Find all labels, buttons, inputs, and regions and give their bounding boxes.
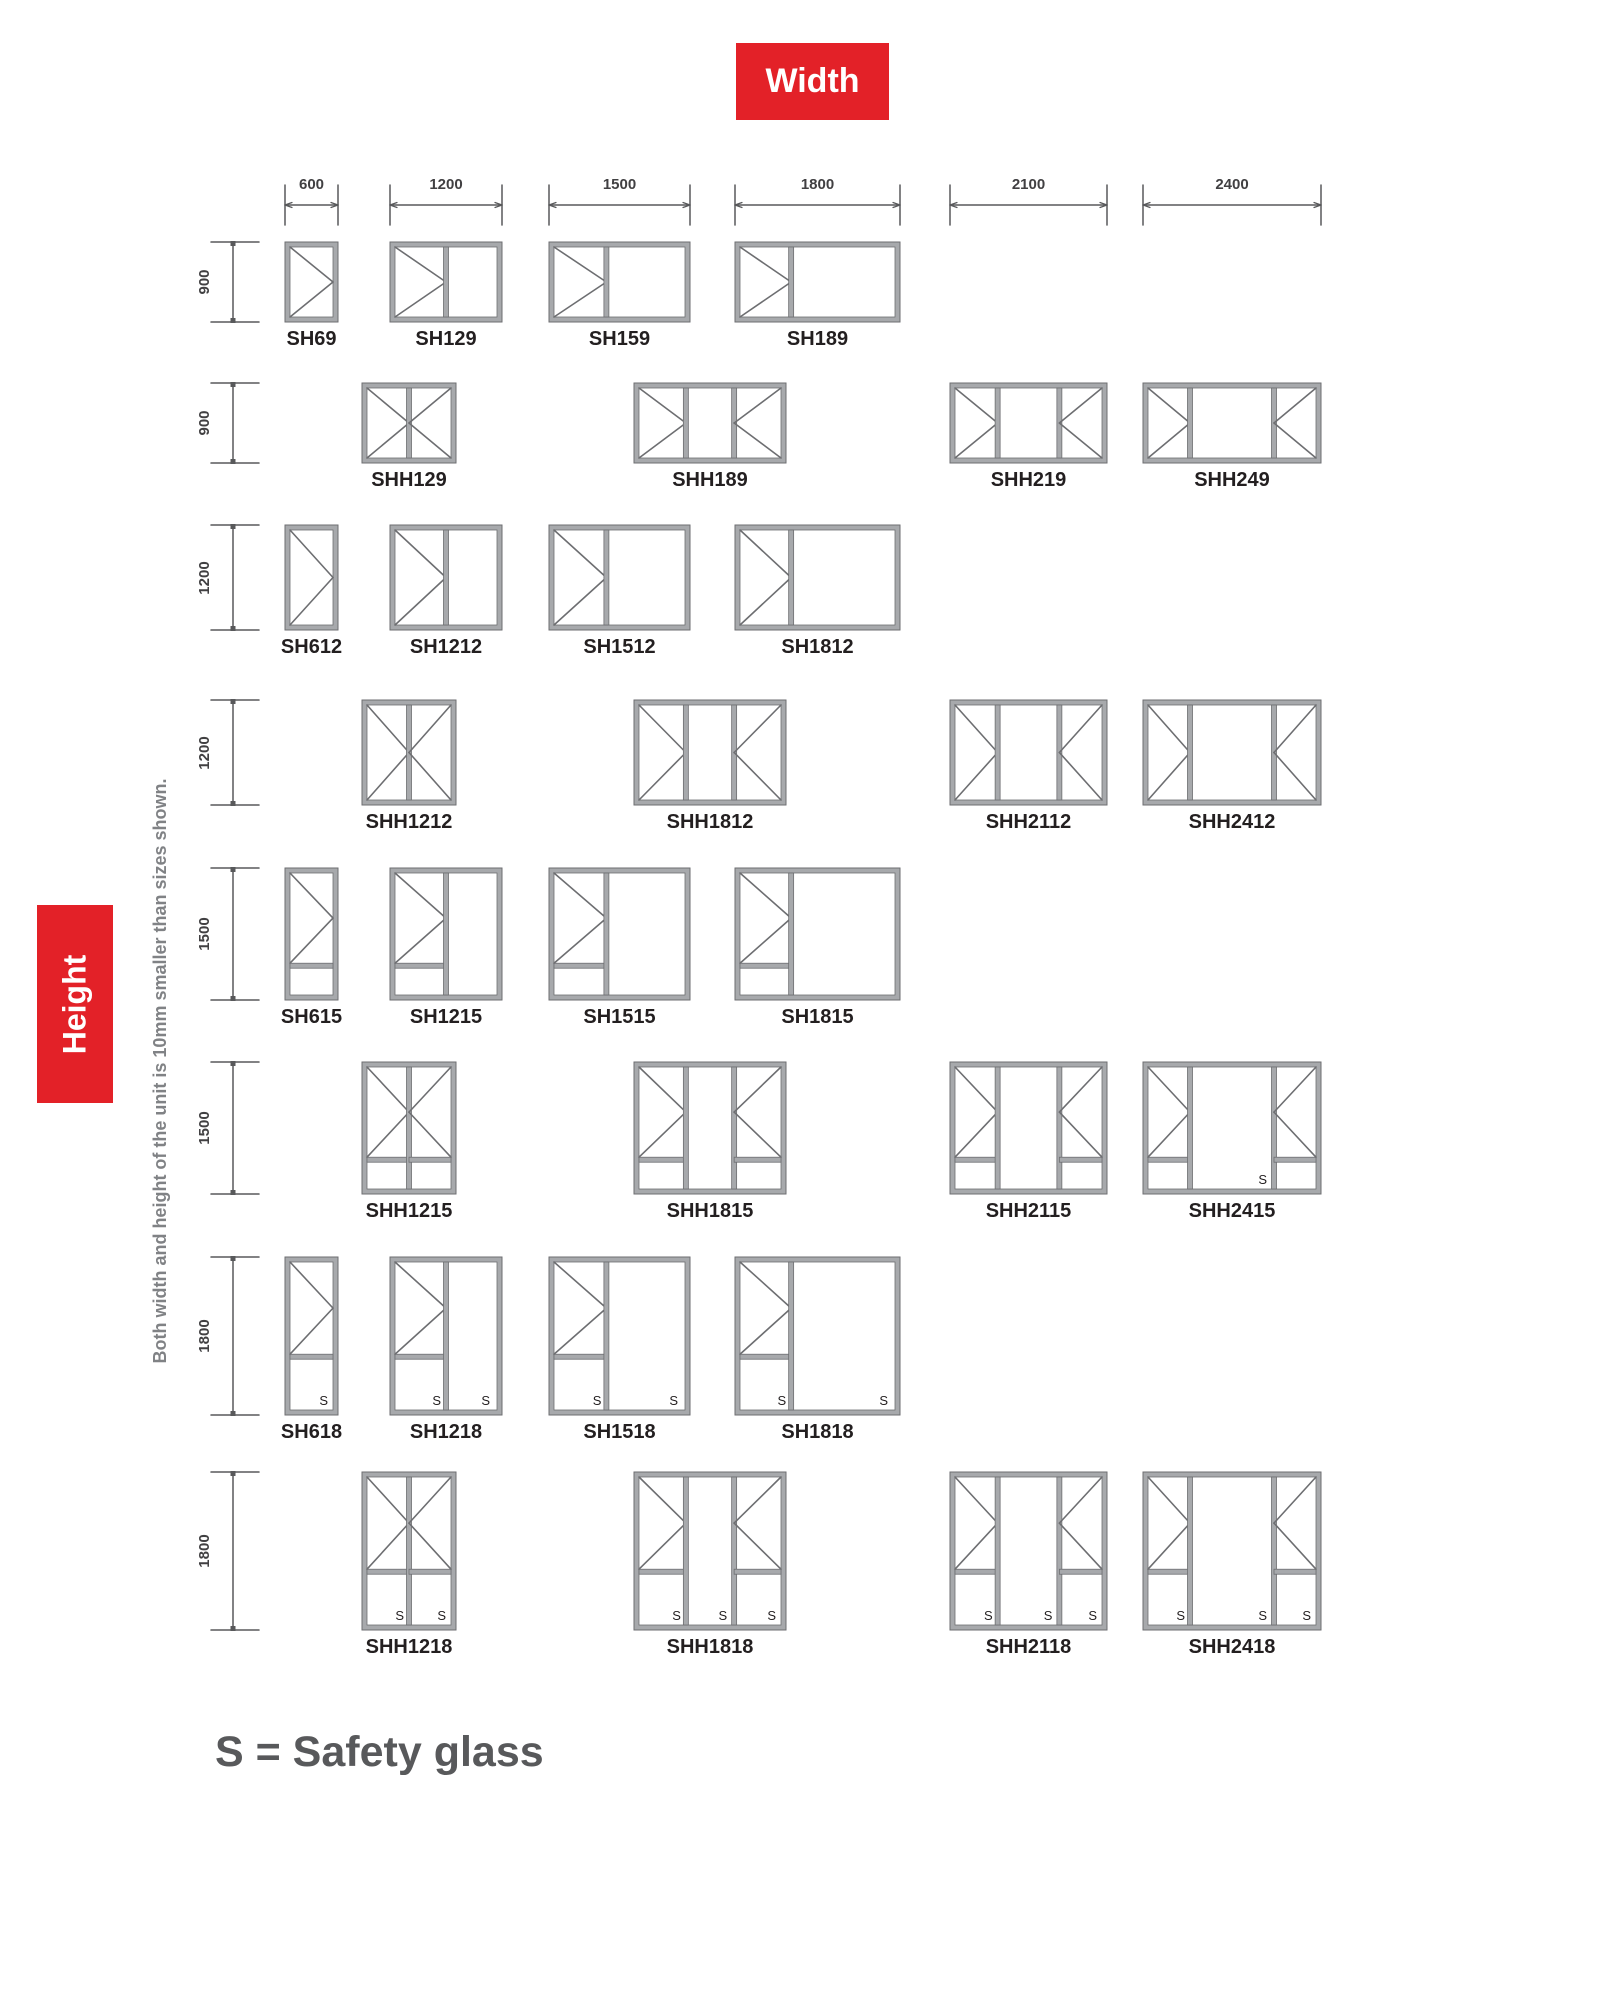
- safety-glass-marker: S: [669, 1393, 678, 1408]
- safety-glass-marker: S: [672, 1608, 681, 1623]
- safety-glass-marker: S: [1043, 1608, 1053, 1623]
- window-label-SHH2418: SHH2418: [1188, 1636, 1276, 1658]
- window-drawing-SH1818: [735, 1257, 900, 1415]
- width-dimension-label-2100: 2100: [1011, 176, 1046, 193]
- height-dimension-label-1500: 1500: [196, 1111, 213, 1145]
- safety-glass-marker: S: [879, 1393, 888, 1408]
- window-label-SH1212: SH1212: [409, 636, 483, 658]
- safety-glass-marker: S: [1258, 1172, 1267, 1187]
- safety-glass-marker: S: [481, 1393, 490, 1408]
- height-dimension-label-1200: 1200: [196, 735, 213, 770]
- window-drawing-SHH219: [950, 383, 1107, 463]
- window-label-SHH1812: SHH1812: [666, 811, 754, 833]
- window-label-SHH2112: SHH2112: [985, 811, 1072, 833]
- height-dimension-1500: [211, 867, 259, 1001]
- window-label-SH129: SH129: [415, 328, 477, 350]
- window-label-SH1818: SH1818: [781, 1421, 854, 1443]
- width-axis-header: [736, 43, 889, 120]
- height-dimension-1200: [211, 699, 259, 806]
- width-dimension-label-1200: 1200: [429, 176, 463, 193]
- safety-glass-legend: S = Safety glass: [215, 1728, 544, 1776]
- window-drawing-SH1212: [390, 525, 502, 630]
- window-drawing-SHH189: [634, 383, 786, 463]
- window-drawing-SH1515: [549, 868, 690, 1000]
- height-dimension-label-1800: 1800: [196, 1534, 213, 1568]
- width-axis-header-label: Width: [765, 62, 860, 100]
- safety-glass-marker: S: [1302, 1608, 1311, 1623]
- window-label-SHH2118: SHH2118: [985, 1636, 1072, 1658]
- width-dimension-label-2400: 2400: [1215, 176, 1249, 193]
- window-drawing-SHH1218: [362, 1472, 456, 1630]
- window-drawing-SHH2118: [950, 1472, 1107, 1630]
- window-label-SH189: SH189: [786, 328, 849, 350]
- window-drawing-SH615: [285, 868, 338, 1000]
- window-drawing-SH612: [285, 525, 338, 630]
- safety-glass-marker: S: [1176, 1608, 1185, 1623]
- window-label-SH1815: SH1815: [781, 1006, 854, 1028]
- width-dimension-label-600: 600: [298, 176, 325, 193]
- width-dimension-label-1500: 1500: [602, 176, 637, 193]
- window-label-SH1218: SH1218: [409, 1421, 483, 1443]
- safety-glass-marker: S: [767, 1608, 776, 1623]
- window-drawing-SHH2115: [950, 1062, 1107, 1194]
- window-drawing-SH129: [390, 242, 502, 322]
- safety-glass-marker: S: [319, 1393, 328, 1408]
- window-drawing-SHH2112: [950, 700, 1107, 805]
- window-label-SH1515: SH1515: [583, 1006, 656, 1028]
- window-drawing-SHH249: [1143, 383, 1321, 463]
- safety-glass-marker: S: [592, 1393, 602, 1408]
- window-drawing-SHH2415: [1143, 1062, 1321, 1194]
- height-dimension-label-900: 900: [196, 269, 213, 295]
- window-label-SHH1218: SHH1218: [365, 1636, 453, 1658]
- safety-glass-marker: S: [1258, 1608, 1267, 1623]
- window-label-SHH2415: SHH2415: [1188, 1200, 1276, 1222]
- window-label-SHH2115: SHH2115: [985, 1200, 1072, 1222]
- height-dimension-1200: [211, 524, 259, 631]
- window-label-SHH1815: SHH1815: [666, 1200, 754, 1222]
- window-label-SH612: SH612: [280, 636, 343, 658]
- window-drawing-SHH1818: [634, 1472, 786, 1630]
- height-dimension-label-1800: 1800: [196, 1319, 213, 1353]
- safety-glass-marker: S: [1088, 1608, 1097, 1623]
- safety-glass-marker: S: [983, 1608, 993, 1623]
- window-label-SH1518: SH1518: [583, 1421, 656, 1443]
- height-dimension-900: [211, 382, 259, 464]
- height-dimension-1800: [211, 1256, 259, 1416]
- safety-glass-marker: S: [437, 1608, 446, 1623]
- safety-glass-marker: S: [718, 1608, 728, 1623]
- window-label-SH618: SH618: [280, 1421, 343, 1443]
- height-axis-header-label: Height: [56, 954, 93, 1054]
- height-dimension-900: [211, 241, 259, 323]
- window-label-SHH1212: SHH1212: [365, 811, 453, 833]
- window-label-SHH189: SHH189: [672, 469, 748, 491]
- safety-glass-marker: S: [432, 1393, 441, 1408]
- window-label-SH69: SH69: [286, 328, 337, 350]
- window-drawing-SH1215: [390, 868, 502, 1000]
- window-label-SH1812: SH1812: [781, 636, 854, 658]
- window-drawing-SHH2418: [1143, 1472, 1321, 1630]
- height-dimension-1500: [211, 1061, 259, 1195]
- window-label-SHH1215: SHH1215: [365, 1200, 453, 1222]
- window-drawing-SHH1812: [634, 700, 786, 805]
- height-dimension-label-900: 900: [196, 410, 213, 436]
- height-dimension-label-1200: 1200: [196, 560, 213, 595]
- window-label-SHH219: SHH219: [990, 469, 1067, 491]
- window-label-SH159: SH159: [588, 328, 651, 350]
- height-dimension-1800: [211, 1471, 259, 1631]
- window-label-SHH129: SHH129: [371, 469, 447, 491]
- window-drawing-SH1812: [735, 525, 900, 630]
- window-label-SH615: SH615: [280, 1006, 343, 1028]
- window-drawing-SH159: [549, 242, 690, 322]
- window-label-SHH2412: SHH2412: [1188, 811, 1276, 833]
- height-dimension-label-1500: 1500: [196, 917, 213, 951]
- window-label-SHH249: SHH249: [1194, 469, 1270, 491]
- window-drawing-SHH129: [362, 383, 456, 463]
- window-drawing-SH1815: [735, 868, 900, 1000]
- window-drawing-SHH2412: [1143, 700, 1321, 805]
- window-drawing-SH69: [285, 242, 338, 322]
- width-dimension-label-1800: 1800: [800, 176, 835, 193]
- window-drawing-SH618: [285, 1257, 338, 1415]
- window-drawing-SH1518: [549, 1257, 690, 1415]
- safety-glass-marker: S: [395, 1608, 404, 1623]
- size-tolerance-note: Both width and height of the unit is 10mm smaller than sizes shown.: [150, 778, 170, 1364]
- window-drawing-SH189: [735, 242, 900, 322]
- window-drawing-SHH1212: [362, 700, 456, 805]
- window-drawing-SH1512: [549, 525, 690, 630]
- window-drawing-SHH1215: [362, 1062, 456, 1194]
- window-label-SH1512: SH1512: [583, 636, 656, 658]
- safety-glass-marker: S: [777, 1393, 787, 1408]
- window-label-SHH1818: SHH1818: [666, 1636, 754, 1658]
- height-axis-header: [37, 905, 113, 1103]
- window-label-SH1215: SH1215: [409, 1006, 483, 1028]
- window-drawing-SHH1815: [634, 1062, 786, 1194]
- window-drawing-SH1218: [390, 1257, 502, 1415]
